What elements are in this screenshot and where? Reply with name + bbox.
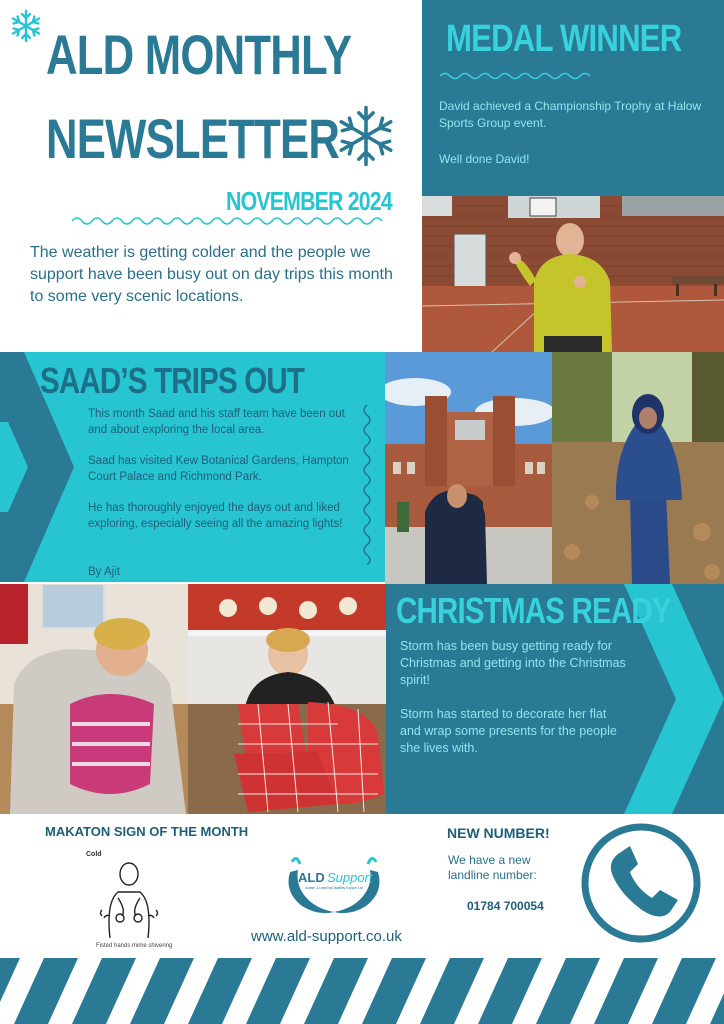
svg-text:Autism & Learning Disability S: Autism & Learning Disability Support Ltd bbox=[305, 886, 363, 890]
medal-title: MEDAL WINNER bbox=[446, 18, 682, 60]
saad-paragraph-3: He has thoroughly enjoyed the days out and liked exploring, especially seeing all the amazing lights! bbox=[88, 502, 343, 530]
wavy-divider bbox=[72, 214, 392, 228]
saad-paragraph-2: Saad has visited Kew Botanical Gardens, Hampton Court Palace and Richmond Park. bbox=[88, 455, 349, 483]
saad-byline: By Ajit bbox=[88, 566, 120, 578]
new-number-text: We have a new landline number: bbox=[448, 853, 537, 882]
photo-hampton-court bbox=[385, 352, 552, 584]
website-url[interactable]: www.ald-support.co.uk bbox=[251, 928, 402, 945]
makaton-sign-illustration bbox=[96, 858, 162, 940]
christmas-paragraph-1: Storm has been busy getting ready for Christmas and getting into the Christmas spirit! bbox=[400, 639, 626, 687]
medal-text: David achieved a Championship Trophy at Halow Sports Group event. bbox=[439, 99, 702, 130]
makaton-word: Cold bbox=[86, 851, 102, 858]
svg-text:Support: Support bbox=[327, 870, 373, 885]
footer-stripes bbox=[0, 958, 724, 1024]
intro-text: The weather is getting colder and the people we support have been busy out on day trips this month to some very scenic locations. bbox=[30, 244, 393, 305]
makaton-title: MAKATON SIGN OF THE MONTH bbox=[45, 824, 249, 839]
new-number-title: NEW NUMBER! bbox=[447, 825, 550, 841]
phone-number[interactable]: 01784 700054 bbox=[467, 899, 544, 913]
medal-congrats: Well done David! bbox=[439, 152, 530, 166]
saad-paragraph-1: This month Saad and his staff team have been out and about exploring the local area. bbox=[88, 408, 345, 436]
svg-text:ALD: ALD bbox=[298, 870, 325, 885]
snowflake-icon bbox=[334, 104, 398, 168]
phone-icon bbox=[580, 822, 702, 944]
wavy-divider-vertical bbox=[360, 405, 374, 565]
wavy-divider bbox=[440, 70, 590, 82]
newsletter-title-line1: ALD MONTHLY bbox=[46, 23, 352, 86]
photo-christmas-decorating bbox=[0, 584, 188, 814]
newsletter-title-line2: NEWSLETTER bbox=[46, 107, 340, 170]
saad-title: SAAD’S TRIPS OUT bbox=[40, 360, 305, 401]
photo-sports-hall bbox=[422, 196, 724, 352]
snowflake-icon bbox=[8, 8, 44, 44]
christmas-paragraph-2: Storm has started to decorate her flat and wrap some presents for the people she lives with. bbox=[400, 707, 617, 755]
christmas-title: CHRISTMAS READY bbox=[396, 590, 671, 631]
ald-support-logo bbox=[282, 852, 386, 918]
newsletter-date: NOVEMBER 2024 bbox=[226, 186, 392, 216]
photo-christmas-wrapping bbox=[188, 584, 386, 814]
photo-richmond-park bbox=[552, 352, 724, 584]
makaton-caption: Fisted hands mime shivering bbox=[96, 943, 173, 949]
